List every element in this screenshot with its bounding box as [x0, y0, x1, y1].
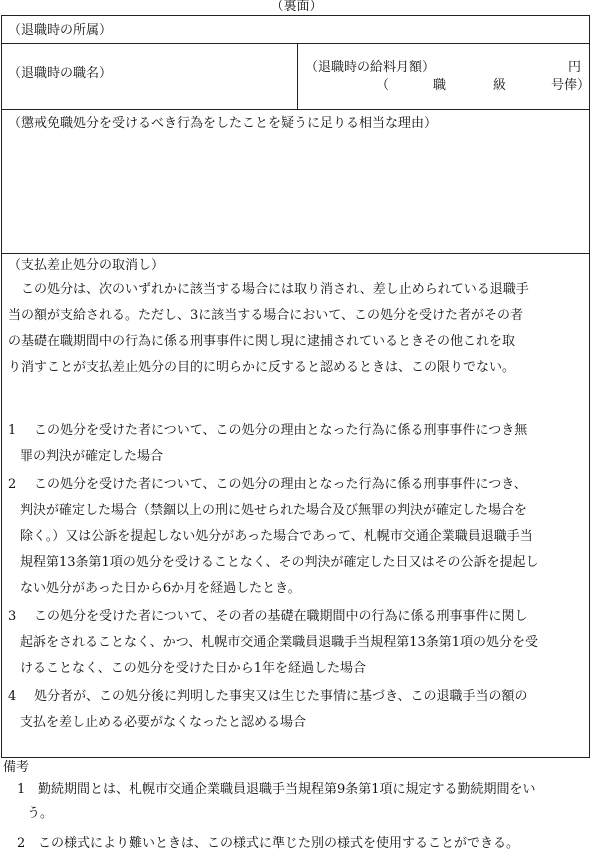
item-line: 起訴をされることなく、かつ、札幌市交通企業職員退職手当規程第13条第1項の処分を受	[20, 635, 539, 650]
item-line: この処分を受けた者について、この処分の理由となった行為に係る刑事事件につき、	[34, 477, 527, 492]
remark-line: う。	[27, 806, 54, 821]
intro-line: 当の額が支給される。ただし、3に該当する場合において、この処分を受けた者がその者	[8, 308, 524, 323]
row-divider	[2, 253, 589, 254]
intro-line: の基礎在職期間中の行為に係る刑事事件に関し現に逮捕されているときその他これを取	[8, 334, 516, 349]
item-line: ない処分があった日から6か月を経過したとき。	[20, 581, 301, 596]
grade-shoku: 職	[433, 78, 447, 93]
grade-kyu: 級	[493, 78, 507, 93]
reason-label: （懲戒免職処分を受けるべき行為をしたことを疑うに足りる相当な理由）	[8, 116, 438, 131]
item-line: 支払を差し止める必要がなくなったと認める場合	[20, 715, 307, 730]
remarks-heading: 備考	[3, 760, 30, 775]
remark-number: 2	[17, 836, 26, 851]
remark-line: この様式により難いときは、この様式に準じた別の様式を使用することができる。	[38, 836, 520, 851]
row-divider	[2, 43, 589, 44]
salary-unit: 円	[568, 60, 582, 75]
item-line: 除く。）又は公訴を提起しない処分があった場合であって、札幌市交通企業職員退職手当	[20, 529, 533, 544]
salary-label: （退職時の給料月額）	[305, 60, 436, 75]
row-divider	[2, 109, 589, 110]
form-table	[1, 15, 590, 758]
intro-line: この処分は、次のいずれかに該当する場合には取り消され、差し止められている退職手	[8, 282, 529, 297]
item-line: けることなく、この処分を受けた日から1年を経過した場合	[20, 661, 367, 676]
position-label: （退職時の職名）	[8, 66, 113, 81]
item-line: この処分を受けた者について、この処分の理由となった行為に係る刑事事件につき無	[34, 423, 528, 438]
intro-line: り消すことが支払差止処分の目的に明らかに反すると認めるときは、この限りでない。	[8, 360, 516, 375]
grade-open-paren: （	[376, 78, 390, 93]
item-number: 1	[8, 423, 17, 438]
item-line: 規程第13条第1項の処分を受けることなく、その判決が確定した日又はその公訴を提起し	[20, 555, 539, 570]
item-line: この処分を受けた者について、その者の基礎在職期間中の行為に係る刑事事件に関し	[34, 609, 528, 624]
item-number: 2	[8, 477, 17, 492]
item-line: 処分者が、この処分後に判明した事実又は生じた事情に基づき、この退職手当の額の	[34, 689, 528, 704]
page-title: （裏面）	[270, 0, 323, 14]
cancellation-heading: （支払差止処分の取消し）	[8, 258, 165, 273]
remark-line: 勤続期間とは、札幌市交通企業職員退職手当規程第9条第1項に規定する勤続期間をい	[38, 782, 536, 797]
remark-number: 1	[17, 782, 26, 797]
item-line: 判決が確定した場合（禁錮以上の刑に処せられた場合及び無罪の判決が確定した場合を	[20, 503, 528, 518]
column-divider	[297, 43, 298, 109]
affiliation-label: （退職時の所属）	[8, 23, 113, 38]
item-number: 4	[8, 689, 17, 704]
grade-gohou: 号俸）	[551, 78, 591, 93]
item-line: 罪の判決が確定した場合	[20, 449, 164, 464]
item-number: 3	[8, 609, 17, 624]
